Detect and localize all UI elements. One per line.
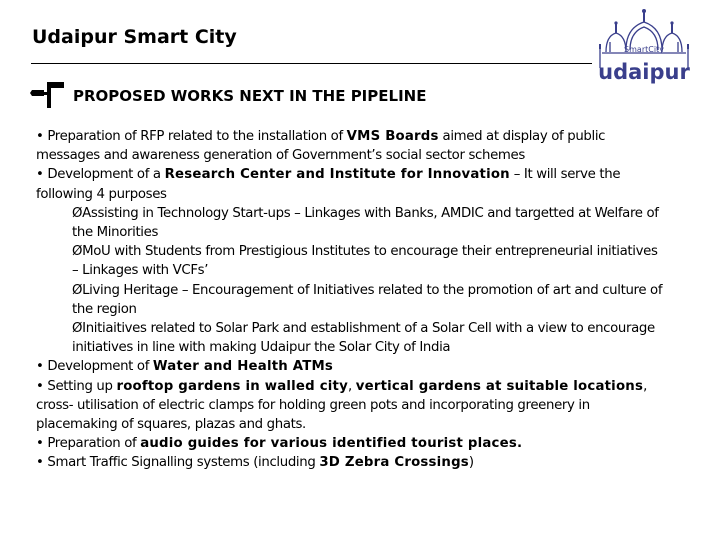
udaipur-smart-city-logo [596, 6, 692, 86]
title-divider [31, 63, 592, 64]
item-text: • Smart Traffic Signalling systems (including [36, 455, 320, 471]
logo-word: udaipur [598, 60, 690, 84]
item-text: ) [468, 455, 474, 471]
sub-item: ØInitiaitives related to Solar Park and establishment of a Solar Cell with a view to encourage initiatives in line with making Udaipur the Solar City of India [72, 321, 655, 356]
list-item [36, 127, 666, 165]
item-bold: audio guides for various identified tourist places. [140, 436, 523, 452]
item-bold: Water and Health ATMs [152, 359, 334, 375]
logo-small-text: SmartCity [624, 45, 664, 54]
list-item [36, 434, 666, 453]
item-text: • Development of a [36, 167, 165, 183]
item-text: • Preparation of RFP related to the installation of [36, 129, 347, 144]
item-text: • Setting up [36, 378, 117, 394]
list-item [36, 357, 666, 376]
list-item [36, 453, 666, 472]
item-bold: vertical gardens at suitable locations [355, 378, 644, 394]
page-title: Udaipur Smart City [32, 26, 237, 48]
content-list [36, 127, 666, 473]
palace-logo-icon [596, 6, 692, 86]
item-text: , [347, 378, 356, 394]
section-heading: PROPOSED WORKS NEXT IN THE PIPELINE [73, 87, 427, 105]
item-bold: VMS Boards [346, 129, 439, 144]
sub-item: ØAssisting in Technology Start-ups – Linkages with Banks, AMDIC and targetted at Welfare of the Minorities [72, 205, 659, 241]
signpost-icon [30, 80, 66, 108]
item-text: • Development of [36, 359, 153, 375]
item-text: • Preparation of [36, 436, 141, 452]
item-text: – It will serve the following 4 purposes [36, 167, 621, 202]
item-bold: 3D Zebra Crossings [319, 455, 469, 471]
item-text: aimed at display of public messages and awareness generation of Government’s social sector schemes [36, 129, 606, 164]
list-item [36, 165, 666, 203]
item-bold: Research Center and Institute for Innovation [164, 167, 510, 183]
sub-item: ØMoU with Students from Prestigious Institutes to encourage their entrepreneurial initiatives – Linkages with VCFs’ [72, 244, 658, 279]
item-bold: rooftop gardens in walled city [116, 378, 348, 394]
sub-item: ØLiving Heritage – Encouragement of Initiatives related to the promotion of art and culture of the region [72, 282, 663, 317]
item-text: , cross- utilisation of electric clamps for holding green pots and incorporating greenery in placemaking of squares, plazas and ghats. [36, 378, 647, 433]
list-item [36, 377, 666, 435]
